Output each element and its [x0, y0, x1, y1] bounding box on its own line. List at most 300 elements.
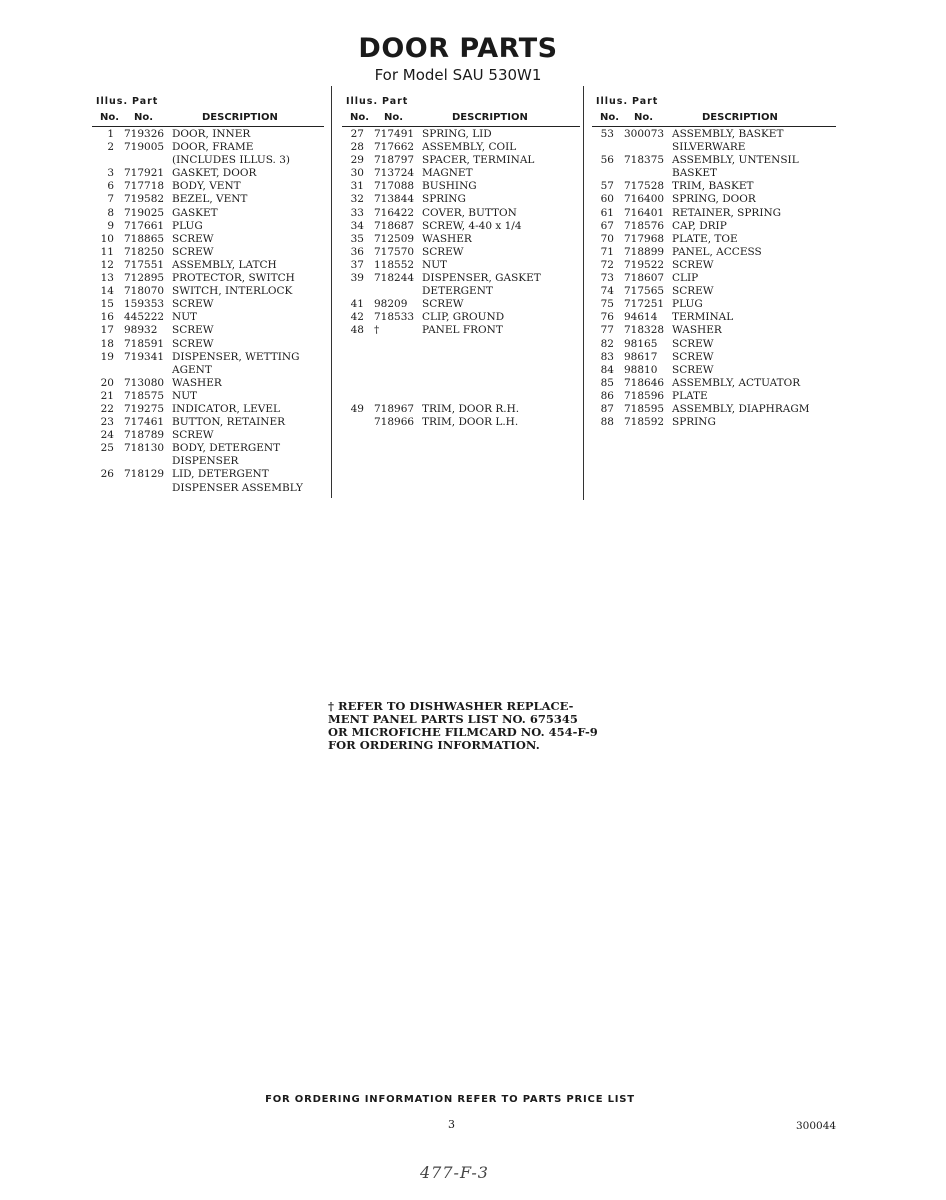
parts-row — [592, 285, 836, 298]
header-description: DESCRIPTION — [702, 112, 778, 123]
part-number: 300073 — [624, 128, 665, 140]
parts-row — [592, 233, 836, 246]
part-description: SCREW — [172, 232, 214, 245]
illus-number: 12 — [100, 258, 114, 271]
part-number: 718250 — [124, 245, 165, 258]
illus-number: 75 — [600, 298, 614, 311]
header-description: DESCRIPTION — [452, 112, 528, 123]
illus-number: 33 — [350, 206, 364, 219]
part-description: GASKET — [172, 206, 218, 219]
parts-row — [592, 311, 836, 324]
part-number: 719275 — [124, 402, 165, 415]
note-line: FOR ORDERING INFORMATION. — [328, 738, 540, 752]
part-description: DOOR, FRAME — [172, 141, 254, 154]
parts-row — [592, 259, 836, 272]
ordering-footer: FOR ORDERING INFORMATION REFER TO PARTS PRICE LIST — [265, 1094, 635, 1105]
illus-number: 88 — [600, 416, 614, 429]
page-number: 3 — [448, 1118, 455, 1131]
parts-row — [92, 180, 324, 193]
part-number: 718865 — [124, 232, 165, 245]
part-description: SPRING — [422, 193, 466, 206]
illus-number: 32 — [350, 193, 364, 206]
parts-row — [92, 324, 324, 337]
header-part-no: No. — [384, 112, 404, 123]
parts-row — [592, 272, 836, 285]
part-number: 717461 — [124, 416, 165, 429]
part-number: 718646 — [624, 376, 665, 389]
part-description: PLATE, TOE — [672, 232, 738, 245]
part-number: 718244 — [374, 272, 415, 285]
part-description: ASSEMBLY, LATCH — [172, 258, 277, 271]
parts-row — [342, 390, 580, 403]
part-description: PLUG — [672, 298, 703, 311]
illus-number: 24 — [100, 429, 114, 442]
parts-row — [592, 193, 836, 206]
part-description: ASSEMBLY, DIAPHRAGM — [672, 402, 810, 415]
part-description: ASSEMBLY, UNTENSIL — [672, 154, 799, 167]
parts-row — [592, 390, 836, 403]
part-description: SWITCH, INTERLOCK — [172, 285, 293, 298]
illus-number: 56 — [600, 154, 614, 167]
part-description: INDICATOR, LEVEL — [172, 402, 280, 415]
parts-row — [342, 128, 580, 141]
part-number: 718899 — [624, 245, 665, 258]
part-number: 118552 — [374, 258, 415, 271]
part-number: 98165 — [624, 337, 658, 350]
parts-row — [92, 167, 324, 180]
part-description: SCREW — [422, 298, 464, 311]
part-description: COVER, BUTTON — [422, 206, 517, 219]
parts-row — [592, 207, 836, 220]
illus-number: 3 — [107, 167, 114, 180]
parts-row — [92, 429, 324, 442]
note-line: † REFER TO DISHWASHER REPLACE- — [328, 699, 574, 713]
part-description: AGENT — [172, 363, 212, 376]
note-line: MENT PANEL PARTS LIST NO. 675345 — [328, 712, 578, 726]
illus-number: 36 — [350, 245, 364, 258]
part-number: 719005 — [124, 141, 165, 154]
part-number: 718375 — [624, 154, 665, 167]
part-number: 717088 — [374, 180, 415, 193]
parts-row — [342, 364, 580, 377]
parts-row — [342, 311, 580, 324]
part-description: WASHER — [172, 376, 222, 389]
illus-number: 57 — [600, 180, 614, 193]
illus-number: 61 — [600, 206, 614, 219]
part-number: 98932 — [124, 324, 158, 337]
part-description: NUT — [172, 311, 198, 324]
part-description: SCREW, 4-40 x 1/4 — [422, 219, 522, 232]
part-description: ASSEMBLY, COIL — [422, 141, 517, 154]
parts-row — [92, 455, 324, 468]
parts-row — [92, 442, 324, 455]
part-number: 718070 — [124, 285, 165, 298]
part-description: SILVERWARE — [672, 141, 746, 154]
parts-row — [342, 193, 580, 206]
part-description: SCREW — [172, 429, 214, 442]
illus-number: 26 — [100, 468, 114, 481]
parts-column-3 — [592, 92, 836, 429]
illus-number: 31 — [350, 180, 364, 193]
part-description: PLUG — [172, 219, 203, 232]
column-header — [592, 92, 836, 128]
part-description: TERMINAL — [672, 311, 734, 324]
illus-number: 22 — [100, 402, 114, 415]
illus-number: 16 — [100, 311, 114, 324]
parts-row — [342, 338, 580, 351]
parts-row — [92, 259, 324, 272]
part-number: 718575 — [124, 389, 165, 402]
illus-number: 42 — [350, 311, 364, 324]
part-number: 718576 — [624, 219, 665, 232]
part-description: BASKET — [672, 167, 718, 180]
column-divider — [583, 86, 584, 500]
illus-number: 82 — [600, 337, 614, 350]
part-number: 717662 — [374, 141, 415, 154]
illus-number: 9 — [107, 219, 114, 232]
parts-row — [592, 324, 836, 337]
part-description: SPRING — [672, 416, 716, 429]
part-description: SCREW — [672, 363, 714, 376]
parts-row — [92, 377, 324, 390]
part-description: BEZEL, VENT — [172, 193, 248, 206]
parts-row — [92, 154, 324, 167]
parts-row — [592, 141, 836, 154]
part-description: TRIM, DOOR R.H. — [422, 402, 520, 415]
part-description: WASHER — [672, 324, 722, 337]
part-number: 718797 — [374, 154, 415, 167]
part-number: 717528 — [624, 180, 665, 193]
parts-row — [592, 220, 836, 233]
parts-row — [342, 324, 580, 337]
header-part-no: No. — [634, 112, 654, 123]
part-description: RETAINER, SPRING — [672, 206, 782, 219]
parts-row — [342, 180, 580, 193]
part-number: 719025 — [124, 206, 165, 219]
note-line: OR MICROFICHE FILMCARD NO. 454-F-9 — [328, 725, 598, 739]
parts-row — [592, 180, 836, 193]
header-illus-no: No. — [600, 112, 620, 123]
parts-row — [92, 141, 324, 154]
parts-row — [92, 482, 324, 495]
part-description: TRIM, DOOR L.H. — [422, 416, 519, 429]
illus-number: 10 — [100, 232, 114, 245]
part-description: BODY, VENT — [172, 180, 241, 193]
illus-number: 77 — [600, 324, 614, 337]
parts-row — [342, 154, 580, 167]
parts-row — [92, 128, 324, 141]
parts-row — [592, 128, 836, 141]
part-description: SCREW — [672, 285, 714, 298]
header-part: Part — [132, 96, 159, 107]
part-number: 718967 — [374, 402, 415, 415]
part-number: 718592 — [624, 416, 665, 429]
parts-row — [342, 272, 580, 285]
part-description: DISPENSER, WETTING — [172, 350, 300, 363]
part-number: 718607 — [624, 272, 665, 285]
parts-row — [92, 207, 324, 220]
parts-row — [592, 416, 836, 429]
part-number: 718966 — [374, 416, 415, 429]
illus-number: 41 — [350, 298, 364, 311]
part-number: 159353 — [124, 298, 165, 311]
header-rule — [342, 126, 580, 127]
parts-row — [92, 246, 324, 259]
parts-row — [92, 193, 324, 206]
illus-number: 18 — [100, 337, 114, 350]
part-number: 717718 — [124, 180, 165, 193]
parts-row — [92, 311, 324, 324]
part-number: 716400 — [624, 193, 665, 206]
part-number: 718596 — [624, 389, 665, 402]
page-title: DOOR PARTS — [358, 33, 558, 64]
part-description: NUT — [422, 258, 448, 271]
part-number: 719341 — [124, 350, 165, 363]
illus-number: 23 — [100, 416, 114, 429]
part-number: 445222 — [124, 311, 165, 324]
illus-number: 19 — [100, 350, 114, 363]
illus-number: 67 — [600, 219, 614, 232]
part-description: ASSEMBLY, ACTUATOR — [672, 376, 801, 389]
part-description: CLIP, GROUND — [422, 311, 505, 324]
header-part: Part — [382, 96, 409, 107]
part-number: 718687 — [374, 219, 415, 232]
parts-column-2 — [342, 92, 580, 429]
parts-row — [592, 246, 836, 259]
parts-row — [92, 351, 324, 364]
parts-row — [342, 285, 580, 298]
part-number: 98617 — [624, 350, 658, 363]
part-description: GASKET, DOOR — [172, 167, 257, 180]
header-illus: Illus. — [596, 96, 629, 107]
page-subtitle: For Model SAU 530W1 — [374, 66, 542, 84]
parts-row — [342, 403, 580, 416]
part-number: 718129 — [124, 468, 165, 481]
part-number: 718130 — [124, 442, 165, 455]
column-divider — [331, 86, 332, 498]
column-header — [342, 92, 580, 128]
illus-number: 7 — [107, 193, 114, 206]
parts-row — [342, 351, 580, 364]
parts-row — [92, 403, 324, 416]
part-description: SCREW — [422, 245, 464, 258]
illus-number: 74 — [600, 285, 614, 298]
part-description: ASSEMBLY, BASKET — [672, 128, 784, 140]
part-number: 718595 — [624, 402, 665, 415]
parts-row — [592, 403, 836, 416]
part-number: 719326 — [124, 128, 165, 140]
part-number: 712895 — [124, 272, 165, 285]
parts-row — [342, 233, 580, 246]
illus-number: 17 — [100, 324, 114, 337]
parts-row — [92, 298, 324, 311]
document-code: 300044 — [796, 1120, 837, 1132]
illus-number: 39 — [350, 272, 364, 285]
part-number: 718533 — [374, 311, 415, 324]
parts-row — [92, 338, 324, 351]
header-part: Part — [632, 96, 659, 107]
part-description: BUSHING — [422, 180, 477, 193]
header-illus: Illus. — [346, 96, 379, 107]
parts-row — [342, 141, 580, 154]
parts-row — [592, 154, 836, 167]
header-illus-no: No. — [100, 112, 120, 123]
illus-number: 13 — [100, 272, 114, 285]
parts-row — [92, 233, 324, 246]
part-number: 717491 — [374, 128, 415, 140]
illus-number: 85 — [600, 376, 614, 389]
parts-row — [342, 259, 580, 272]
parts-row — [592, 351, 836, 364]
part-number: 716401 — [624, 206, 665, 219]
part-description: CLIP — [672, 272, 699, 285]
illus-number: 83 — [600, 350, 614, 363]
illus-number: 34 — [350, 219, 364, 232]
part-description: PLATE — [672, 389, 708, 402]
parts-row — [592, 338, 836, 351]
part-number: 98209 — [374, 298, 408, 311]
header-rule — [592, 126, 836, 127]
part-number: 713724 — [374, 167, 415, 180]
part-description: PANEL FRONT — [422, 324, 503, 337]
illus-number: 49 — [350, 402, 364, 415]
illus-number: 72 — [600, 258, 614, 271]
part-description: DISPENSER — [172, 455, 239, 468]
parts-row — [592, 167, 836, 180]
part-description: SCREW — [672, 337, 714, 350]
parts-row — [92, 272, 324, 285]
illus-number: 30 — [350, 167, 364, 180]
illus-number: 20 — [100, 376, 114, 389]
parts-column-1 — [92, 92, 324, 495]
part-description: BODY, DETERGENT — [172, 442, 281, 455]
replacement-note — [328, 700, 628, 752]
illus-number: 60 — [600, 193, 614, 206]
illus-number: 76 — [600, 311, 614, 324]
part-number: 717251 — [624, 298, 665, 311]
part-number: 717921 — [124, 167, 165, 180]
parts-row — [92, 220, 324, 233]
illus-number: 8 — [107, 206, 114, 219]
header-illus: Illus. — [96, 96, 129, 107]
part-description: MAGNET — [422, 167, 473, 180]
part-description: SPRING, LID — [422, 128, 492, 140]
part-number: 718328 — [624, 324, 665, 337]
parts-row — [342, 377, 580, 390]
illus-number: 87 — [600, 402, 614, 415]
part-number: 717551 — [124, 258, 165, 271]
part-description: WASHER — [422, 232, 472, 245]
part-description: PANEL, ACCESS — [672, 245, 762, 258]
illus-number: 35 — [350, 232, 364, 245]
part-description: SPACER, TERMINAL — [422, 154, 535, 167]
parts-row — [92, 468, 324, 481]
part-description: SCREW — [172, 324, 214, 337]
parts-row — [92, 364, 324, 377]
part-description: BUTTON, RETAINER — [172, 416, 286, 429]
illus-number: 73 — [600, 272, 614, 285]
illus-number: 48 — [350, 324, 364, 337]
illus-number: 27 — [350, 128, 364, 140]
part-description: SCREW — [672, 258, 714, 271]
part-description: SCREW — [172, 298, 214, 311]
part-number: 94614 — [624, 311, 658, 324]
part-description: CAP, DRIP — [672, 219, 727, 232]
part-description: SCREW — [172, 245, 214, 258]
part-number: 719582 — [124, 193, 165, 206]
part-number: 717565 — [624, 285, 665, 298]
parts-row — [342, 246, 580, 259]
part-description: SPRING, DOOR — [672, 193, 756, 206]
illus-number: 1 — [107, 128, 114, 140]
part-description: (INCLUDES ILLUS. 3) — [172, 154, 290, 167]
part-description: NUT — [172, 389, 198, 402]
part-description: DOOR, INNER — [172, 128, 251, 140]
part-number: 717968 — [624, 232, 665, 245]
parts-row — [92, 416, 324, 429]
part-number: 712509 — [374, 232, 415, 245]
part-description: DISPENSER ASSEMBLY — [172, 481, 303, 494]
part-description: SCREW — [672, 350, 714, 363]
column-header — [92, 92, 324, 128]
parts-row — [92, 285, 324, 298]
part-number: 713080 — [124, 376, 165, 389]
illus-number: 28 — [350, 141, 364, 154]
illus-number: 37 — [350, 258, 364, 271]
part-number: 713844 — [374, 193, 415, 206]
parts-row — [342, 220, 580, 233]
part-number: 717570 — [374, 245, 415, 258]
handwritten-note: 477-F-3 — [420, 1163, 489, 1182]
illus-number: 2 — [107, 141, 114, 154]
part-number: 98810 — [624, 363, 658, 376]
illus-number: 11 — [100, 245, 114, 258]
parts-row — [342, 298, 580, 311]
parts-row — [592, 377, 836, 390]
illus-number: 25 — [100, 442, 114, 455]
parts-row — [592, 298, 836, 311]
part-description: TRIM, BASKET — [672, 180, 754, 193]
illus-number: 14 — [100, 285, 114, 298]
header-illus-no: No. — [350, 112, 370, 123]
parts-row — [592, 364, 836, 377]
parts-row — [342, 416, 580, 429]
illus-number: 15 — [100, 298, 114, 311]
part-number: † — [374, 324, 380, 337]
part-number: 718789 — [124, 429, 165, 442]
part-number: 719522 — [624, 258, 665, 271]
parts-row — [342, 167, 580, 180]
parts-row — [342, 207, 580, 220]
part-description: PROTECTOR, SWITCH — [172, 272, 295, 285]
header-description: DESCRIPTION — [202, 112, 278, 123]
illus-number: 84 — [600, 363, 614, 376]
illus-number: 70 — [600, 232, 614, 245]
illus-number: 6 — [107, 180, 114, 193]
illus-number: 86 — [600, 389, 614, 402]
part-description: SCREW — [172, 337, 214, 350]
part-description: DISPENSER, GASKET — [422, 272, 541, 285]
illus-number: 53 — [600, 128, 614, 140]
illus-number: 71 — [600, 245, 614, 258]
illus-number: 29 — [350, 154, 364, 167]
header-part-no: No. — [134, 112, 154, 123]
part-description: LID, DETERGENT — [172, 468, 269, 481]
part-number: 716422 — [374, 206, 415, 219]
part-number: 718591 — [124, 337, 165, 350]
part-number: 717661 — [124, 219, 165, 232]
illus-number: 21 — [100, 389, 114, 402]
